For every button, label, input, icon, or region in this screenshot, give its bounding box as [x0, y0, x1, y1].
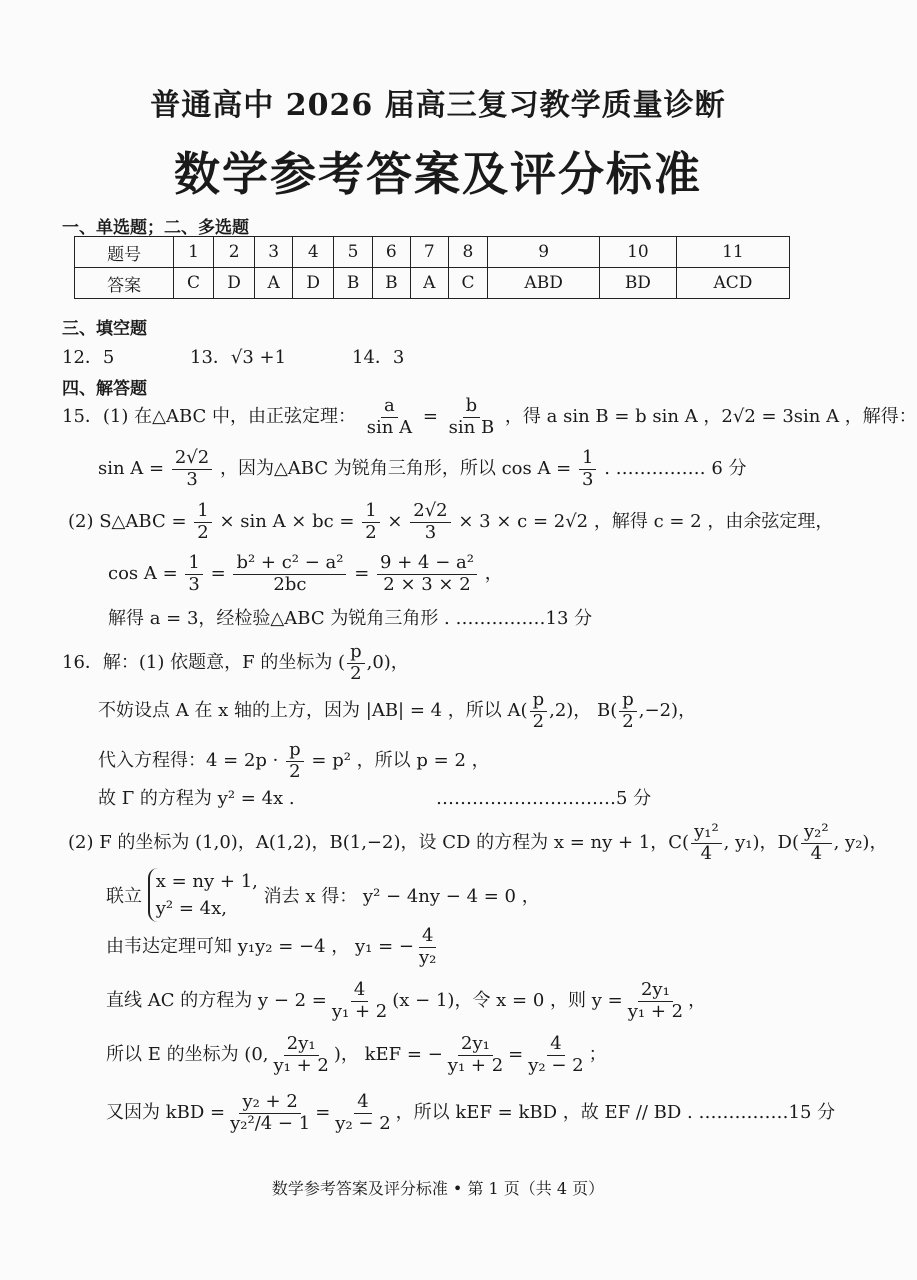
text: 联立 [106, 886, 142, 907]
denominator: 3 [424, 521, 437, 543]
denominator: sin A [366, 416, 413, 438]
denominator: 2 [197, 521, 209, 543]
numerator: p [347, 642, 365, 664]
fraction [194, 501, 211, 543]
denominator: 4 [700, 842, 713, 864]
table-cell: 7 [410, 237, 448, 268]
q16-line-5 [68, 822, 887, 864]
text: ， [484, 563, 503, 585]
q16-line-2 [98, 690, 696, 732]
q16-line-6 [106, 868, 540, 922]
numerator: 2y₁ [638, 980, 673, 1002]
table-row-numbers [75, 237, 790, 268]
fraction [362, 501, 379, 543]
numerator: 2√2 [172, 448, 212, 470]
numerator: 1 [185, 553, 202, 575]
table-cell: ACD [676, 268, 789, 299]
denominator: y₂ − 2 [528, 1054, 584, 1076]
table-cell: A [255, 268, 293, 299]
numerator: p [530, 690, 548, 712]
text: = [508, 1044, 524, 1066]
table-cell: 5 [334, 237, 372, 268]
table-cell: 10 [599, 237, 676, 268]
fraction [364, 396, 415, 438]
denominator: 4 [810, 842, 823, 864]
q16-line-8 [106, 980, 706, 1022]
text: (2) F 的坐标为 (1,0)，A(1,2)，B(1,−2)，设 CD 的方程为 x = ny + 1，C( [68, 832, 690, 854]
q15-line-4 [108, 553, 503, 595]
text: = [315, 1102, 331, 1124]
text: (2) S△ABC = [68, 511, 187, 533]
text: = p² ，所以 p = 2 ， [311, 750, 490, 772]
table-row-answers [75, 268, 790, 299]
answer-13 [190, 343, 286, 369]
table-cell: 2 [213, 237, 254, 268]
q16-score-5: …………………………5 分 [436, 788, 652, 809]
numerator: 1 [362, 501, 379, 523]
text: ，所以 kEF = kBD ，故 EF // BD . ……………15 分 [395, 1102, 836, 1124]
page-footer: 数学参考答案及评分标准 • 第 1 页（共 4 页） [271, 1179, 605, 1198]
numerator: 2y₁ [458, 1034, 493, 1056]
denominator: 2bc [273, 573, 307, 595]
table-cell: D [213, 268, 254, 299]
text: 16．解：(1) 依题意，F 的坐标为 ( [62, 652, 346, 674]
numerator: 4 [419, 926, 436, 948]
text: ,−2)， [638, 700, 697, 722]
answer-table [74, 236, 790, 299]
fraction [525, 1034, 586, 1076]
text: × sin A × bc = [219, 511, 355, 533]
table-cell: C [448, 268, 488, 299]
answer-12: 12．5 [62, 347, 115, 368]
q16-line-4: 故 Γ 的方程为 y² = 4x . [98, 788, 295, 809]
denominator: y₂ − 2 [335, 1112, 391, 1134]
denominator: 2 × 3 × 2 [383, 573, 471, 595]
fraction [530, 690, 548, 732]
text: 由韦达定理可知 y₁y₂ = −4 ， y₁ = − [106, 936, 414, 958]
fraction [271, 1034, 332, 1076]
document-title: 普通高中 2026 届高三复习教学质量诊断 [150, 88, 726, 123]
fraction [233, 553, 346, 595]
numerator: 1 [579, 448, 596, 470]
fraction [410, 501, 450, 543]
denominator: y₁ + 2 [273, 1054, 329, 1076]
equation: y² = 4x, [155, 898, 227, 919]
text: = [422, 406, 438, 428]
table-cell: C [174, 268, 214, 299]
text: = [354, 563, 370, 585]
text: 15．(1) 在△ABC 中，由正弦定理： [62, 406, 357, 428]
numerator: 2y₁ [284, 1034, 319, 1056]
denominator: y₂ [419, 946, 437, 968]
q15-line-5: 解得 a = 3，经检验△ABC 为锐角三角形 . ……………13 分 [108, 608, 593, 629]
text: . …………… 6 分 [604, 458, 747, 480]
section-heading-choice: 一、单选题；二、多选题 [62, 218, 249, 238]
text: ； [588, 1044, 607, 1066]
numerator: y₂² [801, 822, 832, 844]
fraction [185, 553, 202, 595]
equation: x = ny + 1, [155, 871, 258, 892]
text: ， [688, 990, 707, 1012]
q15-line-2 [98, 448, 747, 490]
text: = [210, 563, 226, 585]
document-subtitle: 数学参考答案及评分标准 [174, 147, 702, 201]
q13-value: √3 +1 [230, 347, 287, 368]
section-heading-fill: 三、填空题 [62, 319, 147, 339]
denominator: y₁ + 2 [627, 1000, 684, 1022]
fraction [227, 1092, 313, 1134]
fraction [347, 642, 365, 684]
table-cell: 3 [255, 237, 293, 268]
table-cell: B [334, 268, 372, 299]
table-cell: 11 [676, 237, 789, 268]
q16-line-9 [106, 1034, 607, 1076]
table-cell: 8 [448, 237, 488, 268]
denominator: y₁ + 2 [447, 1054, 504, 1076]
text: 所以 E 的坐标为 (0, [106, 1044, 269, 1066]
denominator: 3 [186, 468, 198, 490]
fraction [332, 1092, 393, 1134]
text: , y₂)， [833, 832, 888, 854]
text: 代入方程得：4 = 2p · [98, 750, 279, 772]
text: )， kEF = − [333, 1044, 443, 1066]
denominator: 2 [622, 710, 634, 732]
table-cell: 4 [292, 237, 333, 268]
section-heading-solution: 四、解答题 [62, 379, 147, 399]
denominator: sin B [448, 416, 495, 438]
table-cell: BD [599, 268, 676, 299]
numerator: 4 [354, 1092, 371, 1114]
row-label-answer: 答案 [75, 268, 174, 299]
q16-line-3 [98, 740, 490, 782]
fraction [619, 690, 637, 732]
text: × 3 × c = 2√2 ，解得 c = 2 ，由余弦定理， [458, 511, 834, 533]
denominator: 3 [582, 468, 594, 490]
fraction [579, 448, 596, 490]
numerator: p [286, 740, 304, 762]
table-cell: 1 [174, 237, 214, 268]
q15-line-1 [62, 396, 917, 438]
denominator: y₁ + 2 [331, 1000, 388, 1022]
text: × [387, 511, 403, 533]
text: , y₁)，D( [723, 832, 799, 854]
numerator: p [619, 690, 637, 712]
fraction [416, 926, 439, 968]
q15-line-3 [68, 501, 833, 543]
q16-line-7 [106, 926, 441, 968]
table-cell: D [292, 268, 333, 299]
table-cell: B [372, 268, 410, 299]
fraction [625, 980, 686, 1022]
table-cell: A [410, 268, 448, 299]
denominator: 2 [289, 760, 301, 782]
fraction [801, 822, 832, 864]
numerator: y₁² [691, 822, 722, 844]
fraction [445, 1034, 506, 1076]
text: 又因为 kBD = [106, 1102, 226, 1124]
text: cos A = [108, 563, 178, 585]
numerator: 1 [194, 501, 211, 523]
q16-line-10 [106, 1092, 835, 1134]
text: 不妨设点 A 在 x 轴的上方，因为 |AB| = 4 ，所以 A( [98, 700, 528, 722]
denominator: 2 [532, 710, 545, 732]
text: ，得 a sin B = b sin A ，2√2 = 3sin A ，解得： [504, 406, 917, 428]
fraction [286, 740, 304, 782]
numerator: 4 [547, 1034, 564, 1056]
equation-system [148, 868, 258, 922]
numerator: 4 [351, 980, 368, 1002]
numerator: a [381, 396, 398, 418]
fraction [329, 980, 390, 1022]
table-cell: ABD [488, 268, 600, 299]
text: ，因为△ABC 为锐角三角形，所以 cos A = [219, 458, 572, 480]
numerator: y₂ + 2 [239, 1092, 300, 1114]
table-cell: 6 [372, 237, 410, 268]
text: sin A = [98, 458, 165, 480]
fraction [377, 553, 477, 595]
numerator: 2√2 [410, 501, 450, 523]
fraction [691, 822, 722, 864]
fraction [172, 448, 212, 490]
numerator: b [463, 396, 481, 418]
answer-14: 14．3 [352, 347, 405, 368]
denominator: 2 [350, 662, 362, 684]
q13-label: 13． [190, 347, 231, 368]
table-cell: 9 [488, 237, 600, 268]
numerator: 9 + 4 − a² [377, 553, 477, 575]
row-label-number: 题号 [75, 237, 174, 268]
text: (x − 1)，令 x = 0 ，则 y = [392, 990, 623, 1012]
text: ,2)， B( [549, 700, 618, 722]
fraction [446, 396, 498, 438]
text: 直线 AC 的方程为 y − 2 = [106, 990, 327, 1012]
denominator: 2 [365, 521, 377, 543]
numerator: b² + c² − a² [233, 553, 346, 575]
denominator: y₂²/4 − 1 [230, 1112, 311, 1134]
q16-line-1 [62, 642, 409, 684]
text: ,0)， [366, 652, 409, 674]
denominator: 3 [188, 573, 200, 595]
text: 消去 x 得： y² − 4ny − 4 = 0 ， [263, 886, 540, 907]
